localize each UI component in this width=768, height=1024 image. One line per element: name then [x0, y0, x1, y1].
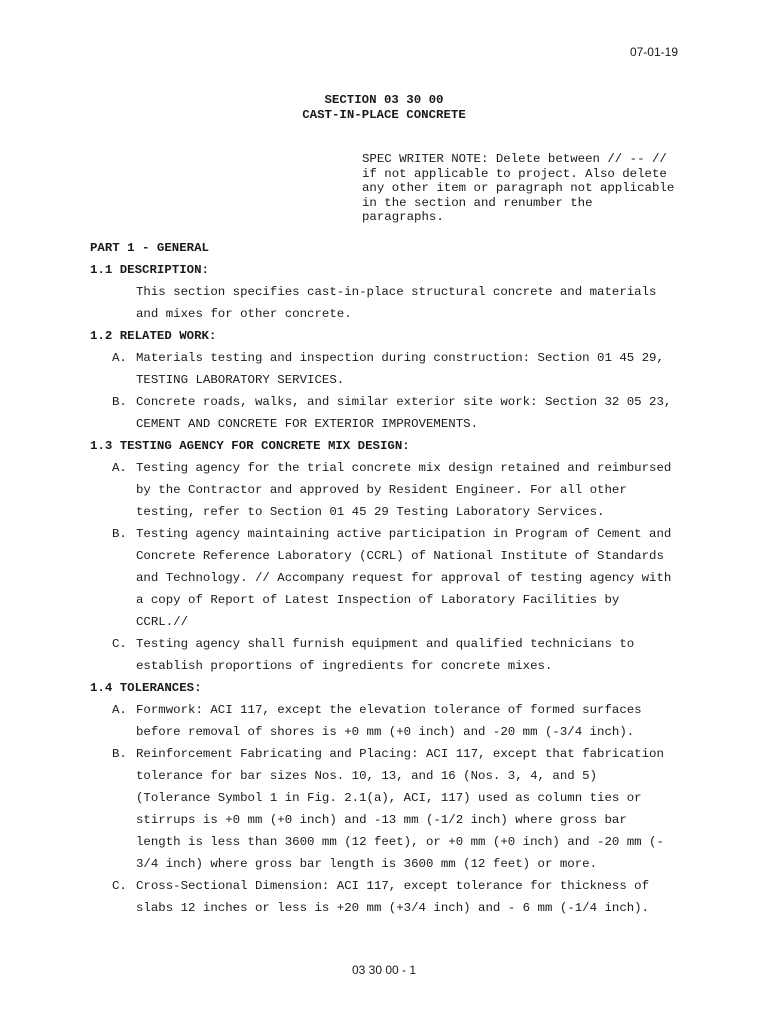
list-item: [90, 743, 690, 765]
part-heading: PART 1 - GENERAL: [90, 241, 209, 255]
section-number: SECTION 03 30 00: [324, 93, 444, 107]
item-continuation: establish proportions of ingredients for concrete mixes.: [136, 659, 553, 673]
item-text: Testing agency maintaining active participation in Program of Cement and: [136, 527, 672, 541]
item-text: Formwork: ACI 117, except the elevation tolerance of formed surfaces: [136, 703, 642, 717]
list-item: [90, 347, 690, 369]
item-continuation: tolerance for bar sizes Nos. 10, 13, and 16 (Nos. 3, 4, and 5): [136, 769, 598, 783]
item-continuation: before removal of shores is +0 mm (+0 inch) and -20 mm (-3/4 inch).: [136, 725, 635, 739]
list-item: [90, 633, 690, 655]
item-continuation: slabs 12 inches or less is +20 mm (+3/4 inch) and - 6 mm (-1/4 inch).: [136, 901, 650, 915]
item-text: Cross-Sectional Dimension: ACI 117, except tolerance for thickness of: [136, 879, 650, 893]
item-letter: A.: [112, 351, 127, 365]
heading-1-4: 1.4 TOLERANCES:: [90, 681, 202, 695]
section-title: [0, 93, 768, 123]
document-date: 07-01-19: [629, 45, 678, 59]
document-body: [90, 237, 690, 919]
list-item: [90, 391, 690, 413]
list-item: [90, 875, 690, 897]
item-continuation: testing, refer to Section 01 45 29 Testing Laboratory Services.: [136, 505, 605, 519]
item-letter: C.: [112, 879, 127, 893]
item-continuation: 3/4 inch) where gross bar length is 3600 mm (12 feet) or more.: [136, 857, 598, 871]
item-text: Materials testing and inspection during construction: Section 01 45 29,: [136, 351, 664, 365]
item-letter: A.: [112, 703, 127, 717]
section-name: CAST-IN-PLACE CONCRETE: [302, 108, 466, 122]
description-line: This section specifies cast-in-place structural concrete and materials: [136, 285, 657, 299]
item-text: Concrete roads, walks, and similar exterior site work: Section 32 05 23,: [136, 395, 672, 409]
item-continuation: stirrups is +0 mm (+0 inch) and -13 mm (-1/2 inch) where gross bar: [136, 813, 627, 827]
item-continuation: CEMENT AND CONCRETE FOR EXTERIOR IMPROVEMENTS.: [136, 417, 479, 431]
list-item: [90, 457, 690, 479]
item-continuation: length is less than 3600 mm (12 feet), or +0 mm (+0 inch) and -20 mm (-: [136, 835, 664, 849]
item-continuation: by the Contractor and approved by Resident Engineer. For all other: [136, 483, 627, 497]
item-text: Testing agency shall furnish equipment and qualified technicians to: [136, 637, 635, 651]
item-letter: B.: [112, 747, 127, 761]
item-text: Testing agency for the trial concrete mix design retained and reimbursed: [136, 461, 672, 475]
heading-1-3: 1.3 TESTING AGENCY FOR CONCRETE MIX DESIGN:: [90, 439, 410, 453]
item-letter: C.: [112, 637, 127, 651]
item-continuation: and Technology. // Accompany request for approval of testing agency with: [136, 571, 672, 585]
page-footer: 03 30 00 - 1: [351, 963, 417, 977]
item-continuation: (Tolerance Symbol 1 in Fig. 2.1(a), ACI, 117) used as column ties or: [136, 791, 642, 805]
item-continuation: Concrete Reference Laboratory (CCRL) of National Institute of Standards: [136, 549, 664, 563]
item-continuation: CCRL.//: [136, 615, 189, 629]
item-letter: B.: [112, 527, 127, 541]
heading-1-1: 1.1 DESCRIPTION:: [90, 263, 209, 277]
item-text: Reinforcement Fabricating and Placing: ACI 117, except that fabrication: [136, 747, 664, 761]
heading-1-2: 1.2 RELATED WORK:: [90, 329, 217, 343]
item-letter: A.: [112, 461, 127, 475]
item-continuation: a copy of Report of Latest Inspection of Laboratory Facilities by: [136, 593, 620, 607]
spec-writer-note: SPEC WRITER NOTE: Delete between // -- // if not applicable to project. Also delete any other item or paragraph not applicable in the section and renumber the paragraphs.: [362, 152, 675, 225]
list-item: [90, 523, 690, 545]
item-letter: B.: [112, 395, 127, 409]
description-line: and mixes for other concrete.: [136, 307, 352, 321]
list-item: [90, 699, 690, 721]
item-continuation: TESTING LABORATORY SERVICES.: [136, 373, 345, 387]
